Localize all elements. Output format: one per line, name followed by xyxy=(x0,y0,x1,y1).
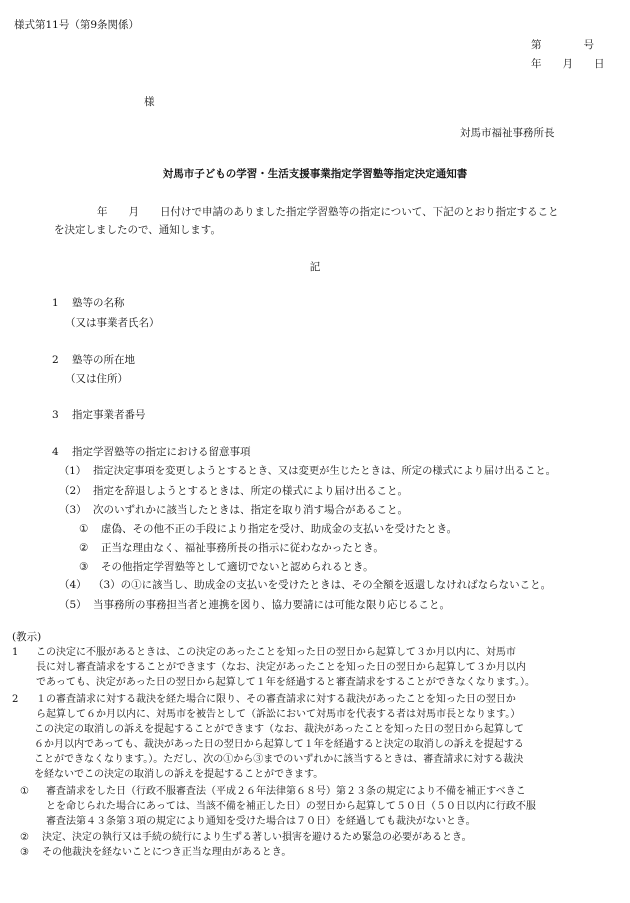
item-2-sub: （又は住所） xyxy=(65,373,128,385)
note-5 xyxy=(59,598,450,614)
instruction-heading: (教示) xyxy=(12,631,42,643)
note-2 xyxy=(59,484,408,500)
instruction-line: であっても、決定があった日の翌日から起算して１年を経過すると審査請求をすることができなくなります。）。 xyxy=(36,677,535,688)
cancel-reason-2 xyxy=(79,541,384,557)
exception-line: とを命じられた場合にあっては、当該不備を補正した日）の翌日から起算して５０日（５０日以内に行政不服 xyxy=(46,801,536,812)
item-number: 3 xyxy=(52,409,59,421)
reason-mark: ② xyxy=(79,542,89,554)
addressee-suffix: 様 xyxy=(144,96,155,108)
exception-1 xyxy=(20,784,624,829)
note-text: （3）の①に該当し、助成金の支払いを受けたときは、その全額を返還しなければならないこと。 xyxy=(93,579,552,591)
item-3 xyxy=(52,408,146,424)
intro-line-1: 年 月 日付けで申請のありました指定学習塾等の指定について、下記のとおり指定すること xyxy=(97,206,559,218)
document-title: 対馬市子どもの学習・生活支援事業指定学習塾等指定決定通知書 xyxy=(162,168,468,180)
item-number: 4 xyxy=(52,446,59,458)
note-number: （2） xyxy=(59,485,87,497)
exception-line: その他裁決を経ないことにつき正当な理由があるとき。 xyxy=(42,847,292,858)
reason-text: 虚偽、その他不正の手段により指定を受け、助成金の支払いを受けたとき。 xyxy=(101,523,458,535)
note-text: 次のいずれかに該当したときは、指定を取り消す場合があること。 xyxy=(93,504,408,516)
item-2 xyxy=(52,353,135,369)
reason-mark: ① xyxy=(79,523,89,535)
document-date-label: 年 月 日 xyxy=(531,58,605,70)
note-4 xyxy=(59,578,551,594)
note-1 xyxy=(59,464,556,479)
instruction-1 xyxy=(12,645,622,690)
note-number: （3） xyxy=(59,504,87,516)
note-3 xyxy=(59,503,408,519)
note-number: （5） xyxy=(59,599,87,611)
item-number: 2 xyxy=(52,354,59,366)
instruction-line: 長に対し審査請求をすることができます（なお、決定があったことを知った日の翌日から起算して３か月以内 xyxy=(36,662,526,673)
instruction-line: ら起算して６か月以内に、対馬市を被告として（訴訟において対馬市を代表する者は対馬市長となります。） xyxy=(36,709,521,720)
reason-mark: ③ xyxy=(79,561,89,573)
exception-mark: ① xyxy=(20,786,29,797)
exception-2 xyxy=(20,830,624,845)
instruction-line: ことができなくなります。）。ただし、次の①から③までのいずれかに該当するときは、審査請求に対する裁決 xyxy=(34,754,524,765)
item-number: 1 xyxy=(52,297,59,309)
instruction-line: １の審査請求に対する裁決を経た場合に限り、その審査請求に対する裁決があったことを知った日の翌日か xyxy=(36,694,516,705)
exception-line: 決定、決定の執行又は手続の続行により生ずる著しい損害を避けるため緊急の必要があるとき。 xyxy=(42,832,472,843)
item-1-sub: （又は事業者氏名） xyxy=(65,317,160,329)
issuer: 対馬市福祉事務所長 xyxy=(460,127,555,139)
note-text: 当事務所の事務担当者と連携を図り、協力要請には可能な限り応じること。 xyxy=(93,599,450,611)
cancel-reason-1 xyxy=(79,522,457,538)
item-label: 塾等の名称 xyxy=(72,297,125,309)
item-4 xyxy=(52,445,251,461)
cancel-reason-3 xyxy=(79,560,374,576)
intro-line-2: を決定しましたので、通知します。 xyxy=(54,224,221,236)
instruction-line: この決定に不服があるときは、この決定のあったことを知った日の翌日から起算して３か月以内に、対馬市 xyxy=(36,647,516,658)
ki-heading: 記 xyxy=(309,261,321,273)
exception-3 xyxy=(20,845,624,860)
note-text: 指定決定事項を変更しようとするとき、又は変更が生じたときは、所定の様式により届け出ること。 xyxy=(93,465,556,477)
note-number: （4） xyxy=(59,579,87,591)
item-label: 指定事業者番号 xyxy=(72,409,146,421)
exception-line: 審査法第４３条第３項の規定により通知を受けた場合は７０日）を経過しても裁決がないとき。 xyxy=(46,816,476,827)
reason-text: その他指定学習塾等として適切でないと認められるとき。 xyxy=(101,561,374,573)
note-text: 指定を辞退しようとするときは、所定の様式により届け出ること。 xyxy=(93,485,408,497)
form-id: 様式第11号（第9条関係） xyxy=(14,19,140,31)
exception-mark: ② xyxy=(20,832,29,843)
instruction-line: この決定の取消しの訴えを提起することができます（なお、裁決があったことを知った日の翌日から起算して xyxy=(34,724,524,735)
document-number-label: 第 号 xyxy=(531,39,594,51)
instruction-number: 2 xyxy=(12,694,19,705)
instruction-2 xyxy=(12,692,622,782)
item-label: 塾等の所在地 xyxy=(72,354,135,366)
instruction-line: ６か月以内であっても、裁決があった日の翌日から起算して１年を経過すると決定の取消しの訴えを提起する xyxy=(34,739,524,750)
exception-line: 審査請求をした日（行政不服審査法（平成２６年法律第６８号）第２３条の規定により不備を補正すべきこ xyxy=(46,786,526,797)
instruction-line: を経ないでこの決定の取消しの訴えを提起することができます。 xyxy=(34,769,324,780)
item-label: 指定学習塾等の指定における留意事項 xyxy=(72,446,251,458)
instruction-number: 1 xyxy=(12,647,19,658)
exception-mark: ③ xyxy=(20,847,29,858)
item-1 xyxy=(52,296,125,312)
reason-text: 正当な理由なく、福祉事務所長の指示に従わなかったとき。 xyxy=(101,542,384,554)
note-number: （1） xyxy=(59,465,87,477)
